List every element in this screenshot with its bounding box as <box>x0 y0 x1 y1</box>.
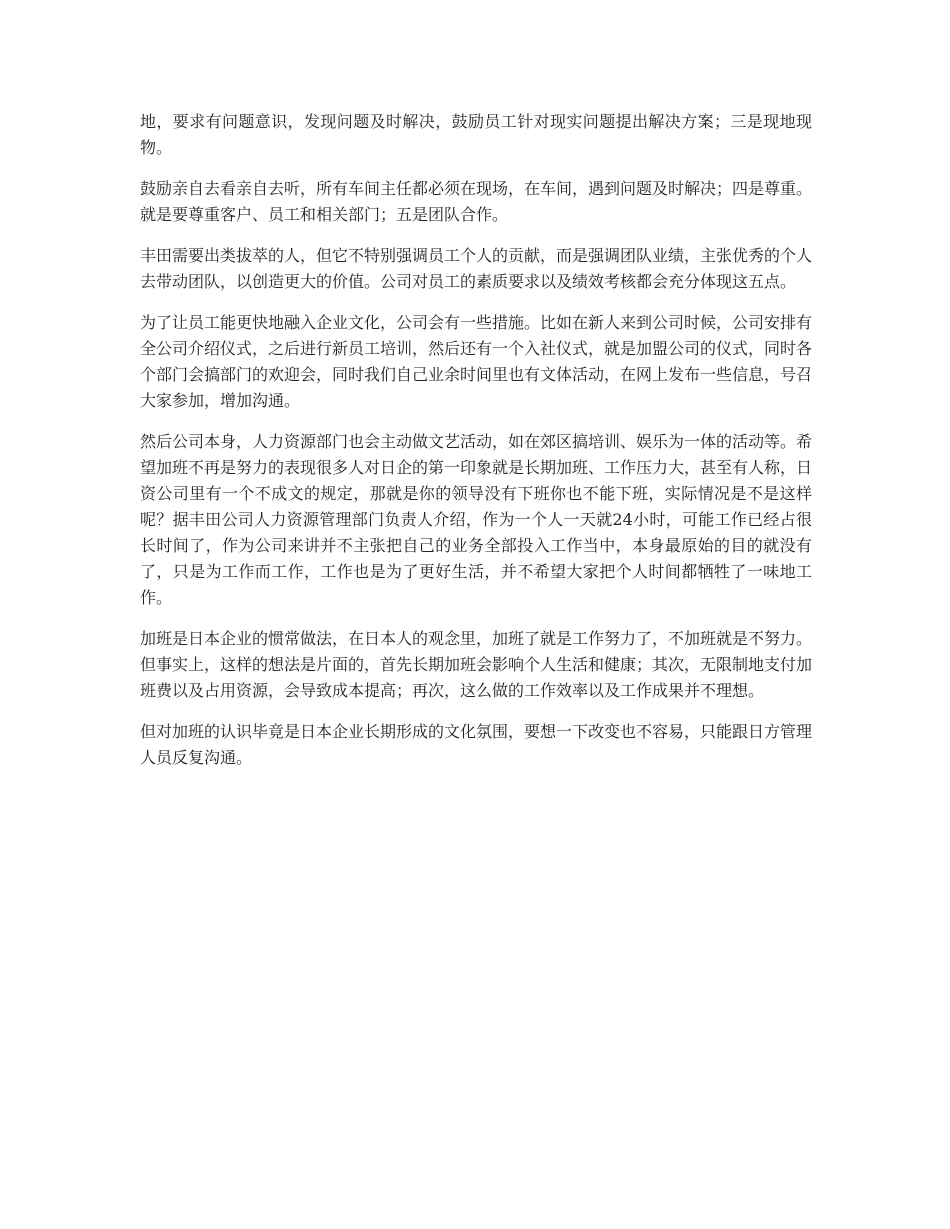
paragraph-5: 然后公司本身，人力资源部门也会主动做文艺活动，如在郊区搞培训、娱乐为一体的活动等。希望加班不再是努力的表现很多人对日企的第一印象就是长期加班、工作压力大，甚至有人称，日资公司里有一个不成文的规定，那就是你的领导没有下班你也不能下班，实际情况是不是这样呢？据丰田公司人力资源管理部门负责人介绍，作为一个人一天就24小时，可能工作已经占很长时间了，作为公司来讲并不主张把自己的业务全部投入工作当中，本身最原始的目的就没有了，只是为工作而工作，工作也是为了更好生活，并不希望大家把个人时间都牺牲了一味地工作。 <box>140 432 813 607</box>
paragraph-1: 地，要求有问题意识，发现问题及时解决，鼓励员工针对现实问题提出解决方案；三是现地现物。 <box>140 112 812 157</box>
paragraph-4: 为了让员工能更快地融入企业文化，公司会有一些措施。比如在新人来到公司时候，公司安排有全公司介绍仪式，之后进行新员工培训，然后还有一个入社仪式，就是加盟公司的仪式，同时各个部门会搞部门的欢迎会，同时我们自己业余时间里也有文体活动，在网上发布一些信息，号召大家参加，增加沟通。 <box>140 313 813 410</box>
paragraph-7: 但对加班的认识毕竟是日本企业长期形成的文化氛围，要想一下改变也不容易，只能跟日方管理人员反复沟通。 <box>140 722 813 767</box>
document-body <box>140 109 812 786</box>
paragraph-3: 丰田需要出类拔萃的人，但它不特别强调员工个人的贡献，而是强调团队业绩，主张优秀的个人去带动团队，以创造更大的价值。公司对员工的素质要求以及绩效考核都会充分体现这五点。 <box>140 246 813 291</box>
paragraph-2: 鼓励亲自去看亲自去听，所有车间主任都必须在现场，在车间，遇到问题及时解决；四是尊重。就是要尊重客户、员工和相关部门；五是团队合作。 <box>140 179 813 224</box>
paragraph-6: 加班是日本企业的惯常做法，在日本人的观念里，加班了就是工作努力了，不加班就是不努力。但事实上，这样的想法是片面的，首先长期加班会影响个人生活和健康；其次，无限制地支付加班费以及占用资源，会导致成本提高；再次，这么做的工作效率以及工作成果并不理想。 <box>140 629 813 700</box>
